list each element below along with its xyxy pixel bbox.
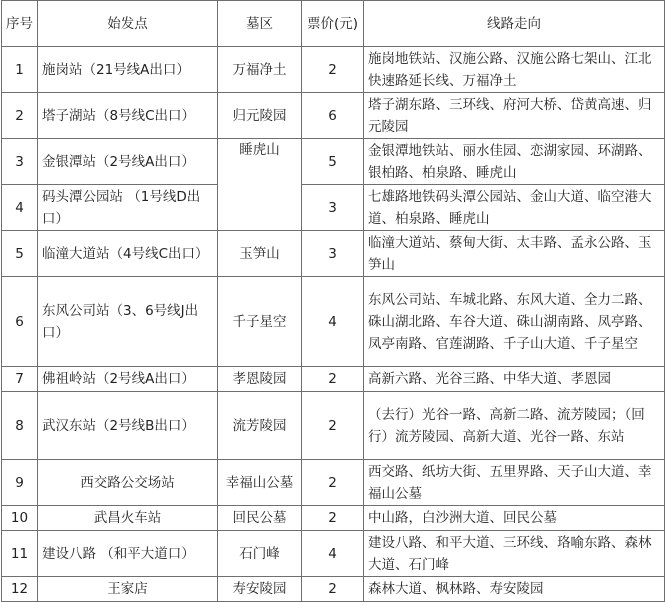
header-fare: 票价(元) — [302, 1, 364, 47]
row-start: 王家店 — [38, 577, 218, 602]
row-cemetery: 万福净土 — [218, 47, 302, 93]
row-fare: 5 — [302, 139, 364, 185]
row-num: 9 — [2, 460, 38, 506]
row-route: 森林大道、枫林路、寿安陵园 — [364, 577, 665, 602]
row-route: 建设八路、和平大道、三环线、珞喻东路、森林大道、石门峰 — [364, 531, 665, 577]
row-start: 东风公司站（3、6号线J出口） — [38, 277, 218, 367]
row-fare: 4 — [302, 531, 364, 577]
row-cemetery: 玉笋山 — [218, 231, 302, 277]
row-num: 12 — [2, 577, 38, 602]
row-cemetery: 孝恩陵园 — [218, 367, 302, 392]
row-fare: 6 — [302, 93, 364, 139]
row-cemetery: 石门峰 — [218, 531, 302, 577]
row-route: 金银潭地铁站、丽水佳园、恋湖家园、环湖路、银柏路、柏泉路、睡虎山 — [364, 139, 665, 185]
row-cemetery: 千子星空 — [218, 277, 302, 367]
row-start: 金银潭站（2号线A出口） — [38, 139, 218, 185]
row-cemetery: 回民公墓 — [218, 506, 302, 531]
table-row — [2, 47, 665, 93]
row-start: 佛祖岭站（2号线A出口） — [38, 367, 218, 392]
row-fare: 2 — [302, 460, 364, 506]
header-cemetery: 墓区 — [218, 1, 302, 47]
row-fare: 2 — [302, 506, 364, 531]
row-num: 10 — [2, 506, 38, 531]
row-fare: 3 — [302, 231, 364, 277]
header-num: 序号 — [2, 1, 38, 47]
row-num: 11 — [2, 531, 38, 577]
row-route: 临潼大道站、蔡甸大街、太丰路、孟永公路、玉笋山 — [364, 231, 665, 277]
row-fare: 2 — [302, 367, 364, 392]
table-row — [2, 531, 665, 577]
table-row — [2, 277, 665, 367]
table-row — [2, 367, 665, 392]
table-row — [2, 506, 665, 531]
row-start: 临潼大道站（4号线C出口） — [38, 231, 218, 277]
row-num: 4 — [2, 185, 38, 231]
table-row — [2, 231, 665, 277]
row-fare: 3 — [302, 185, 364, 231]
row-num: 3 — [2, 139, 38, 185]
row-fare: 4 — [302, 277, 364, 367]
row-route: 高新六路、光谷三路、中华大道、孝恩园 — [364, 367, 665, 392]
row-route: 塔子湖东路、三环线、府河大桥、岱黄高速、归元陵园 — [364, 93, 665, 139]
row-start: 塔子湖站（8号线C出口） — [38, 93, 218, 139]
row-route: 东风公司站、车城北路、东风大道、全力二路、硃山湖北路、车谷大道、硃山湖南路、凤亭路、凤亭南路、官莲湖路、千子山大道、千子星空 — [364, 277, 665, 367]
table-row — [2, 392, 665, 460]
row-cemetery: 寿安陵园 — [218, 577, 302, 602]
row-start: 码头潭公园站 （1号线D出口） — [38, 185, 218, 231]
row-route: 七雄路地铁码头潭公园站、金山大道、临空港大道、柏泉路、睡虎山 — [364, 185, 665, 231]
row-cemetery: 流芳陵园 — [218, 392, 302, 460]
row-start: 西交路公交场站 — [38, 460, 218, 506]
row-fare: 2 — [302, 392, 364, 460]
row-fare: 2 — [302, 47, 364, 93]
row-start: 武昌火车站 — [38, 506, 218, 531]
bus-route-table — [1, 0, 665, 602]
row-num: 1 — [2, 47, 38, 93]
row-num: 7 — [2, 367, 38, 392]
row-num: 6 — [2, 277, 38, 367]
row-start: 建设八路 （和平大道口） — [38, 531, 218, 577]
row-fare: 2 — [302, 577, 364, 602]
header-route: 线路走向 — [364, 1, 665, 47]
row-route: 西交路、纸坊大街、五里界路、天子山大道、幸福山公墓 — [364, 460, 665, 506]
row-cemetery: 幸福山公墓 — [218, 460, 302, 506]
row-route: 施岗地铁站、汉施公路、汉施公路七架山、江北快速路延长线、万福净土 — [364, 47, 665, 93]
header-row — [2, 1, 665, 47]
row-num: 2 — [2, 93, 38, 139]
table-row — [2, 139, 665, 185]
table-row — [2, 460, 665, 506]
row-num: 8 — [2, 392, 38, 460]
row-start: 武汉东站（2号线B出口） — [38, 392, 218, 460]
row-start: 施岗站（21号线A出口） — [38, 47, 218, 93]
table-row — [2, 93, 665, 139]
table-row — [2, 577, 665, 602]
header-start: 始发点 — [38, 1, 218, 47]
table-row — [2, 185, 665, 231]
row-route: 中山路，白沙洲大道、回民公墓 — [364, 506, 665, 531]
row-cemetery: 归元陵园 — [218, 93, 302, 139]
row-route: （去行）光谷一路、高新二路、流芳陵园；（回行）流芳陵园、高新大道、光谷一路、东站 — [364, 392, 665, 460]
row-cemetery: 睡虎山 — [218, 139, 302, 231]
row-num: 5 — [2, 231, 38, 277]
